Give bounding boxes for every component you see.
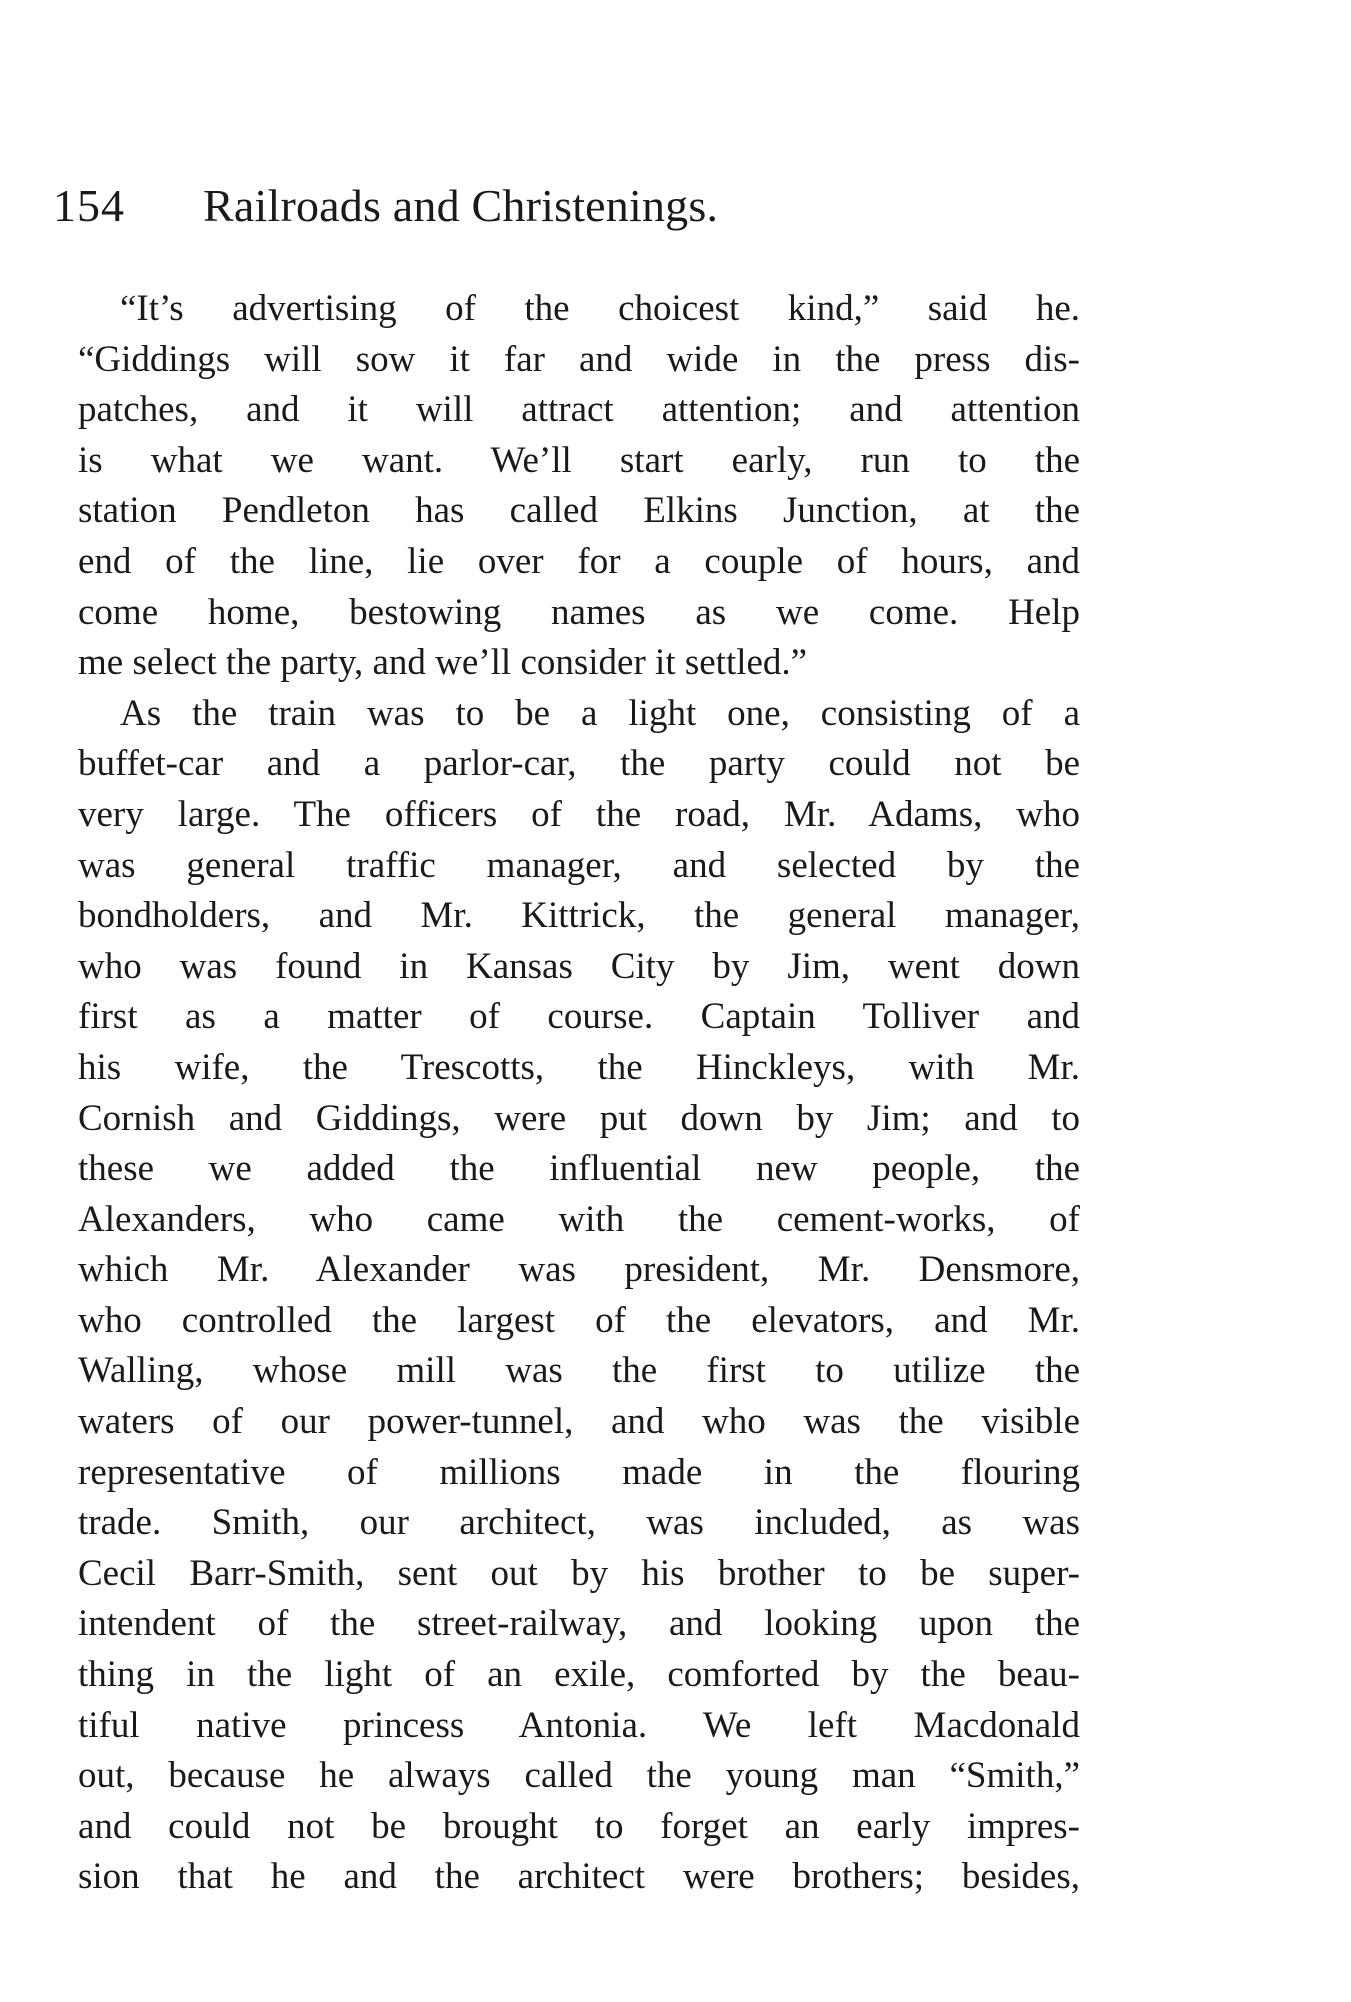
text-line: out, because he always called the young man “Smith,” <box>78 1755 1080 1797</box>
text-line: trade. Smith, our architect, was included, as was <box>78 1502 1080 1544</box>
text-line: end of the line, lie over for a couple of hours, and <box>78 540 1080 582</box>
text-line: “Giddings will sow it far and wide in the press dis- <box>78 338 1080 380</box>
text-line: intendent of the street-railway, and looking upon the <box>78 1603 1080 1645</box>
text-line: first as a matter of course. Captain Tolliver and <box>78 996 1080 1038</box>
page-header <box>53 176 1053 236</box>
text-line: come home, bestowing names as we come. Help <box>78 591 1080 633</box>
text-line: Alexanders, who came with the cement-works, of <box>78 1198 1080 1240</box>
text-line: station Pendleton has called Elkins Junction, at the <box>78 490 1080 532</box>
running-title: Railroads and Christenings. <box>203 180 719 231</box>
text-line: tiful native princess Antonia. We left Macdonald <box>78 1704 1080 1746</box>
text-line: “It’s advertising of the choicest kind,” said he. <box>120 288 1080 329</box>
text-line: was general traffic manager, and selected by the <box>78 844 1080 886</box>
text-line: Cecil Barr-Smith, sent out by his brother to be super- <box>78 1552 1080 1594</box>
text-line: his wife, the Trescotts, the Hinckleys, with Mr. <box>78 1046 1080 1088</box>
text-line: waters of our power-tunnel, and who was the visible <box>78 1401 1080 1443</box>
text-line: As the train was to be a light one, consisting of a <box>120 692 1080 734</box>
text-line: is what we want. We’ll start early, run to the <box>78 439 1080 481</box>
text-line: who controlled the largest of the elevators, and Mr. <box>78 1299 1080 1341</box>
text-line: very large. The officers of the road, Mr. Adams, who <box>78 793 1080 835</box>
text-line: Walling, whose mill was the first to utilize the <box>78 1350 1080 1392</box>
text-line: Cornish and Giddings, were put down by Jim; and to <box>78 1097 1080 1139</box>
page-number: 154 <box>53 180 125 231</box>
text-line: me select the party, and we’ll consider it settled.” <box>78 642 808 684</box>
text-line: who was found in Kansas City by Jim, went down <box>78 945 1080 987</box>
text-line: patches, and it will attract attention; and attention <box>78 389 1080 431</box>
text-line: bondholders, and Mr. Kittrick, the general manager, <box>78 895 1080 937</box>
text-line: and could not be brought to forget an early impres- <box>78 1805 1080 1847</box>
body-text <box>78 284 1080 1903</box>
text-line: sion that he and the architect were brothers; besides, <box>78 1856 1080 1898</box>
text-line: thing in the light of an exile, comforted by the beau- <box>78 1654 1080 1696</box>
text-line: buffet-car and a parlor-car, the party could not be <box>78 743 1080 785</box>
text-line: these we added the influential new people, the <box>78 1148 1080 1190</box>
text-line: which Mr. Alexander was president, Mr. Densmore, <box>78 1249 1080 1291</box>
text-line: representative of millions made in the flouring <box>78 1451 1080 1493</box>
